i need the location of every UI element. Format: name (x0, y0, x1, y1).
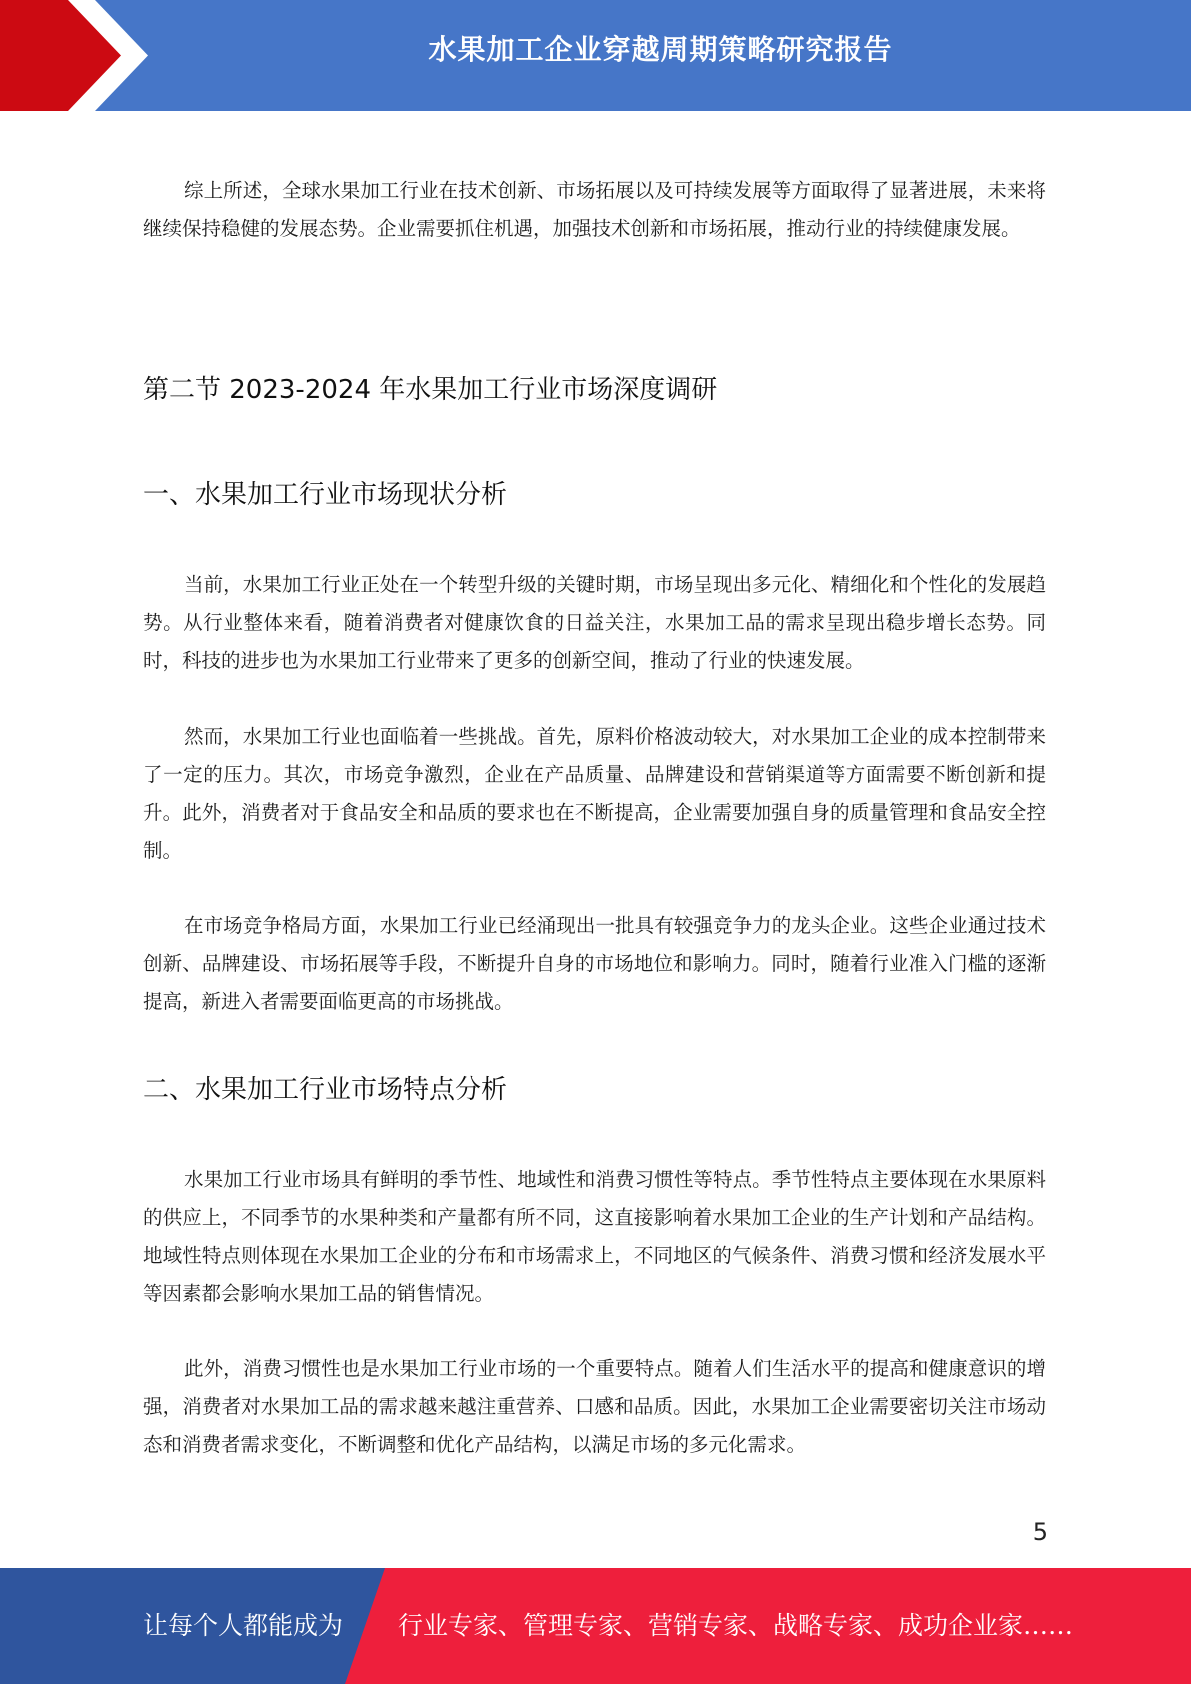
paragraph-current-2: 然而，水果加工行业也面临着一些挑战。首先，原料价格波动较大，对水果加工企业的成本控制带来了一定的压力。其次，市场竞争激烈，企业在产品质量、品牌建设和营销渠道等方面需要不断创新和提升。此外，消费者对于食品安全和品质的要求也在不断提高，企业需要加强自身的质量管理和食品安全控制。 (143, 725, 1046, 862)
footer-slogan-left: 让每个人都能成为 (143, 1611, 344, 1640)
page-footer (0, 1568, 1191, 1684)
section-heading: 第二节 2023-2024 年水果加工行业市场深度调研 (143, 375, 718, 405)
paragraph-current-3: 在市场竞争格局方面，水果加工行业已经涌现出一批具有较强竞争力的龙头企业。这些企业通过技术创新、品牌建设、市场拓展等手段，不断提升自身的市场地位和影响力。同时，随着行业准入门槛的逐渐提高，新进入者需要面临更高的市场挑战。 (143, 914, 1046, 1013)
subsection-heading-current: 一、水果加工行业市场现状分析 (143, 480, 508, 510)
document-title: 水果加工企业穿越周期策略研究报告 (428, 33, 893, 66)
paragraph-features-2: 此外，消费习惯性也是水果加工行业市场的一个重要特点。随着人们生活水平的提高和健康意识的增强，消费者对水果加工品的需求越来越注重营养、口感和品质。因此，水果加工企业需要密切关注市场动态和消费者需求变化，不断调整和优化产品结构，以满足市场的多元化需求。 (143, 1357, 1046, 1456)
paragraph-intro: 综上所述，全球水果加工行业在技术创新、市场拓展以及可持续发展等方面取得了显著进展，未来将继续保持稳健的发展态势。企业需要抓住机遇，加强技术创新和市场拓展，推动行业的持续健康发展。 (143, 179, 1046, 240)
subsection-heading-features: 二、水果加工行业市场特点分析 (143, 1075, 508, 1105)
paragraph-current-1: 当前，水果加工行业正处在一个转型升级的关键时期，市场呈现出多元化、精细化和个性化的发展趋势。从行业整体来看，随着消费者对健康饮食的日益关注，水果加工品的需求呈现出稳步增长态势。同时，科技的进步也为水果加工行业带来了更多的创新空间，推动了行业的快速发展。 (143, 573, 1046, 672)
page-number: 5 (1032, 1518, 1048, 1546)
footer-slogan-right: 行业专家、管理专家、营销专家、战略专家、成功企业家…… (398, 1611, 1074, 1640)
paragraph-features-1: 水果加工行业市场具有鲜明的季节性、地域性和消费习惯性等特点。季节性特点主要体现在水果原料的供应上，不同季节的水果种类和产量都有所不同，这直接影响着水果加工企业的生产计划和产品结构。地域性特点则体现在水果加工企业的分布和市场需求上，不同地区的气候条件、消费习惯和经济发展水平等因素都会影响水果加工品的销售情况。 (143, 1168, 1046, 1305)
page-header (0, 0, 1191, 111)
